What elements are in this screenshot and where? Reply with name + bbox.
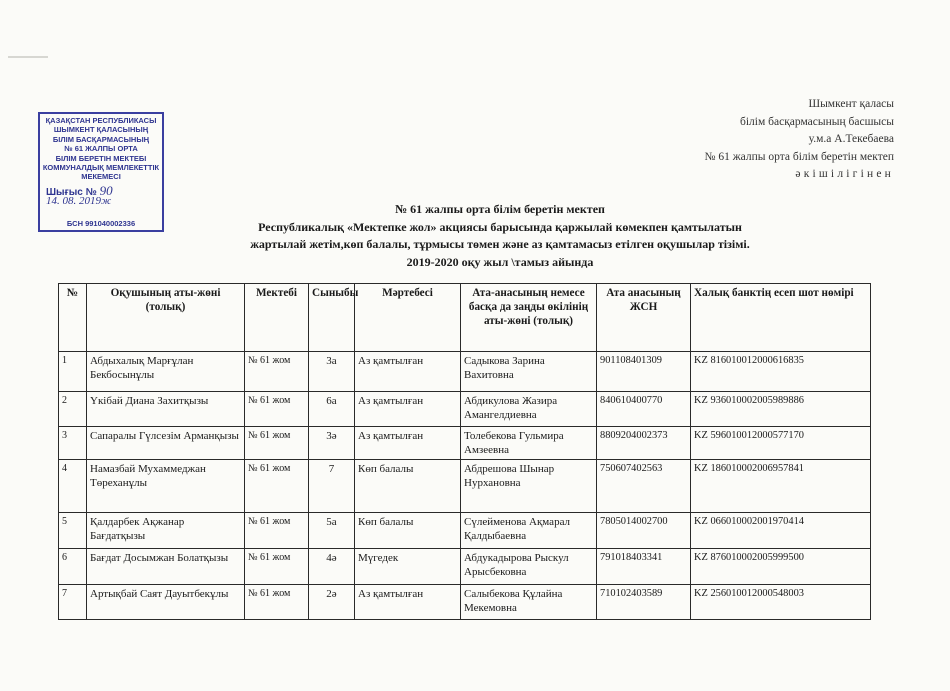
stamp-bin: БСН 991040002336 xyxy=(66,218,136,228)
table-row xyxy=(59,352,871,392)
cell-iin: 750607402563 xyxy=(597,460,691,513)
table-header-row xyxy=(59,284,871,352)
cell-no: 7 xyxy=(59,585,87,620)
col-header-grade: Сыныбы xyxy=(309,284,355,352)
cell-parent: Сүлейменова Ақмарал Қалдыбаевна xyxy=(461,513,597,549)
col-header-no: № xyxy=(59,284,87,352)
cell-parent: Салыбекова Құлайна Мекемовна xyxy=(461,585,597,620)
cell-no: 4 xyxy=(59,460,87,513)
title-line: жартылай жетім,көп балалы, тұрмысы төмен және аз қамтамасыз етілген оқушылар тізімі. xyxy=(250,237,750,251)
col-header-school: Мектебі xyxy=(245,284,309,352)
stamp-line: МЕКЕМЕСІ xyxy=(81,172,121,182)
cell-status: Аз қамтылған xyxy=(355,392,461,427)
stamp-line: № 61 ЖАЛПЫ ОРТА xyxy=(64,144,138,154)
cell-grade: 3а xyxy=(309,352,355,392)
cell-name: Намазбай Мухаммеджан Төреханұлы xyxy=(87,460,245,513)
cell-parent: Абдикулова Жазира Амангелдиевна xyxy=(461,392,597,427)
cell-name: Қалдарбек Ақжанар Бағдатқызы xyxy=(87,513,245,549)
cell-school: № 61 жом xyxy=(245,427,309,460)
stamp-line: БІЛІМ БЕРЕТІН МЕКТЕБІ xyxy=(55,153,147,163)
col-header-parent: Ата-анасының немесе басқа да заңды өкілінің аты-жөні (толық) xyxy=(461,284,597,352)
table-row xyxy=(59,549,871,585)
cell-school: № 61 жом xyxy=(245,352,309,392)
cell-iin: 901108401309 xyxy=(597,352,691,392)
cell-name: Үкібай Диана Захитқызы xyxy=(87,392,245,427)
cell-status: Аз қамтылған xyxy=(355,585,461,620)
cell-no: 2 xyxy=(59,392,87,427)
col-header-name: Оқушының аты-жөні (толық) xyxy=(87,284,245,352)
title-line: 2019-2020 оқу жыл \тамыз айында xyxy=(406,254,594,269)
cell-status: Аз қамтылған xyxy=(355,352,461,392)
approval-line: Шымкент қаласы xyxy=(808,98,894,110)
cell-name: Абдыхалық Марғұлан Бекбосынұлы xyxy=(87,352,245,392)
stamp-line: ШЫМКЕНТ ҚАЛАСЫНЫҢ xyxy=(53,125,149,135)
cell-name: Сапаралы Гүлсезім Арманқызы xyxy=(87,427,245,460)
cell-school: № 61 жом xyxy=(245,585,309,620)
cell-name: Артықбай Саят Дауытбекұлы xyxy=(87,585,245,620)
cell-account: KZ 936010002005989886 xyxy=(691,392,871,427)
stamp-line: ҚАЗАҚСТАН РЕСПУБЛИКАСЫ xyxy=(45,116,157,125)
col-header-status: Мәртебесі xyxy=(355,284,461,352)
cell-status: Мүгедек xyxy=(355,549,461,585)
cell-school: № 61 жом xyxy=(245,549,309,585)
cell-parent: Толебекова Гульмира Амзеевна xyxy=(461,427,597,460)
stamp-outgoing-number: 90 xyxy=(99,182,113,198)
cell-grade: 3ә xyxy=(309,427,355,460)
table-row xyxy=(59,585,871,620)
cell-iin: 710102403589 xyxy=(597,585,691,620)
table-row xyxy=(59,460,871,513)
cell-school: № 61 жом xyxy=(245,513,309,549)
cell-grade: 5а xyxy=(309,513,355,549)
document-title xyxy=(170,201,830,271)
cell-account: KZ 596010012000577170 xyxy=(691,427,871,460)
official-stamp xyxy=(38,112,164,232)
stamp-date: 14. 08. 2019ж xyxy=(46,195,112,208)
cell-status: Аз қамтылған xyxy=(355,427,461,460)
cell-no: 6 xyxy=(59,549,87,585)
title-line: № 61 жалпы орта білім беретін мектеп xyxy=(395,202,605,216)
cell-parent: Абдукадырова Рыскул Арысбековна xyxy=(461,549,597,585)
cell-grade: 6а xyxy=(309,392,355,427)
stamp-outgoing-label: Шығыс № xyxy=(46,186,97,198)
cell-grade: 4ә xyxy=(309,549,355,585)
stamp-line: БІЛІМ БАСҚАРМАСЫНЫҢ xyxy=(52,134,150,144)
cell-account: KZ 186010002006957841 xyxy=(691,460,871,513)
cell-grade: 7 xyxy=(309,460,355,513)
cell-parent: Абдрешова Шынар Нурхановна xyxy=(461,460,597,513)
table-row xyxy=(59,392,871,427)
cell-account: KZ 876010002005999500 xyxy=(691,549,871,585)
cell-parent: Садыкова Зарина Вахитовна xyxy=(461,352,597,392)
approval-line: у.м.а А.Текебаева xyxy=(808,133,894,145)
cell-grade: 2ә xyxy=(309,585,355,620)
cell-iin: 7805014002700 xyxy=(597,513,691,549)
cell-no: 1 xyxy=(59,352,87,392)
approval-line: № 61 жалпы орта білім беретін мектеп xyxy=(704,150,894,163)
col-header-iin: Ата анасының ЖСН xyxy=(597,284,691,352)
cell-status: Көп балалы xyxy=(355,460,461,513)
cell-name: Бағдат Досымжан Болатқызы xyxy=(87,549,245,585)
cell-school: № 61 жом xyxy=(245,460,309,513)
cell-iin: 840610400770 xyxy=(597,392,691,427)
cell-iin: 8809204002373 xyxy=(597,427,691,460)
cell-no: 3 xyxy=(59,427,87,460)
table-row xyxy=(59,427,871,460)
cell-account: KZ 066010002001970414 xyxy=(691,513,871,549)
title-line: Республикалық «Мектепке жол» акциясы барысында қаржылай көмекпен қамтылатын xyxy=(258,219,742,234)
cell-iin: 791018403341 xyxy=(597,549,691,585)
approval-line: білім басқармасының басшысы xyxy=(740,115,894,128)
approval-line: әкішілігінен xyxy=(795,168,894,180)
cell-no: 5 xyxy=(59,513,87,549)
stamp-line: КОММУНАЛДЫҚ МЕМЛЕКЕТТІК xyxy=(42,163,160,173)
col-header-account: Халық банктің есеп шот нөмірі xyxy=(691,284,871,352)
scan-mark xyxy=(8,56,48,58)
cell-school: № 61 жом xyxy=(245,392,309,427)
cell-account: KZ 256010012000548003 xyxy=(691,585,871,620)
students-table xyxy=(58,283,871,620)
cell-account: KZ 816010012000616835 xyxy=(691,352,871,392)
table-row xyxy=(59,513,871,549)
approval-block xyxy=(704,96,894,184)
cell-status: Көп балалы xyxy=(355,513,461,549)
